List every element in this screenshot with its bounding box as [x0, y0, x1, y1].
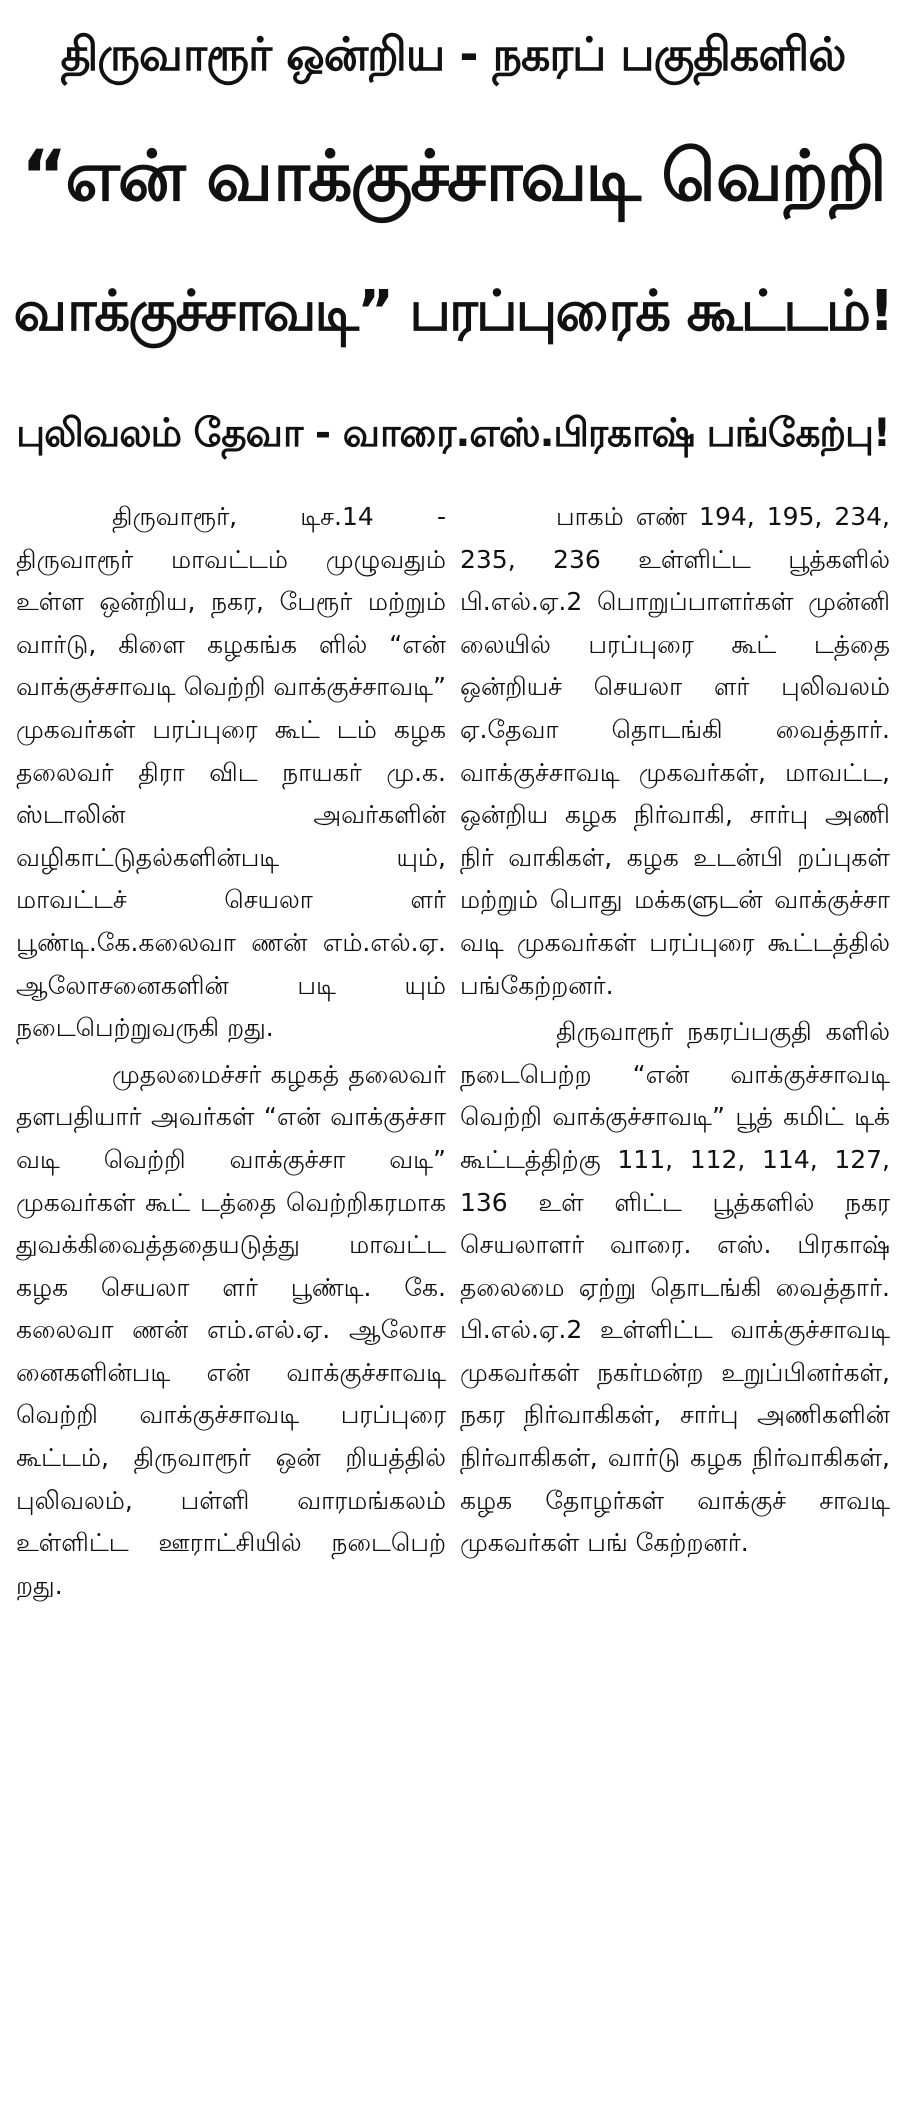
paragraph: முதலமைச்சர் கழகத் தலைவர் தளபதியார் அவர்கள் “என் வாக்குச்சா வடி வெற்றி வாக்குச்சா வடி” முகவர்கள் கூட் டத்தை வெற்றிகரமாக துவக்கிவைத்ததையடுத்து மாவட்ட கழக செயலா ளர் பூண்டி. கே. கலைவா ணன் எம்.எல்.ஏ. ஆலோச னைகளின்படி என் வாக்குச்சாவடி வெற்றி வாக்குச்சாவடி பரப்புரை கூட்டம், திருவாரூர் ஒன் றியத்தில் புலிவலம், பள்ளி வாரமங்கலம் உள்ளிட்ட ஊராட்சியில் நடைபெற் றது.: [16, 1059, 446, 1600]
paragraph-lead-text: திருவாரூர் மாவட்டம் முழுவதும் உள்ள ஒன்றிய, நகர, பேரூர் மற்றும் வார்டு, கிளை கழகங்க ளில் “என் வாக்குச்சாவடி வெற்றி வாக்குச்சாவடி” முகவர்கள் பரப்புரை கூட் டம் கழக தலைவர் திரா விட நாயகர் மு.க. ஸ்டாலின் அவர்களின் வழிகாட்டுதல்களின்படி யும், மாவட்டச் செயலா ளர் பூண்டி.கே.கலைவா ணன் எம்.எல்.ஏ. ஆலோசனைகளின் படி யும் நடைபெற்றுவருகி றது.: [16, 544, 446, 1043]
paragraph: பாகம் எண் 194, 195, 234, 235, 236 உள்ளிட்ட பூத்களில் பி.எல்.ஏ.2 பொறுப்பாளர்கள் முன்னி லையில் பரப்புரை கூட் டத்தை ஒன்றியச் செயலா ளர் புலிவலம் ஏ.தேவா தொடங்கி வைத்தார். வாக்குச்சாவடி முகவர்கள், மாவட்ட, ஒன்றிய கழக நிர்வாகி, சார்பு அணி நிர் வாகிகள், கழக உடன்பி றப்புகள் மற்றும் பொது மக்களுடன் வாக்குச்சா வடி முகவர்கள் பரப்புரை கூட்டத்தில் பங்கேற்றனர்.: [460, 502, 890, 1000]
headline: [10, 108, 896, 380]
dateline: திருவாரூர், டிச.14 -: [112, 502, 446, 531]
paragraph: திருவாரூர் நகரப்பகுதி களில் நடைபெற்ற “என் வாக்குச்சாவடி வெற்றி வாக்குச்சாவடி” பூத் கமிட் டிக் கூட்டத்திற்கு 111, 112, 114, 127, 136 உள் ளிட்ட பூத்களில் நகர செயலாளர் வாரை. எஸ். பிரகாஷ் தலைமை ஏற்று தொடங்கி வைத்தார். பி.எல்.ஏ.2 உள்ளிட்ட வாக்குச்சாவடி முகவர்கள் நகர்மன்ற உறுப்பினர்கள், நகர நிர்வாகிகள், சார்பு அணிகளின் நிர்வாகிகள், வார்டு கழக நிர்வாகிகள், கழக தோழர்கள் வாக்குச் சாவடி முகவர்கள் பங் கேற்றனர்.: [460, 1017, 890, 1558]
kicker-line: திருவாரூர் ஒன்றிய - நகரப் பகுதிகளில்: [60, 27, 846, 81]
headline-line-1: “என் வாக்குச்சாவடி வெற்றி: [21, 135, 885, 217]
article-body: [16, 496, 890, 2112]
column-right: [460, 496, 890, 2112]
headline-line-2: வாக்குச்சாவடி” பரப்புரைக் கூட்டம்!: [13, 279, 893, 344]
paragraph-lead: [16, 496, 446, 1050]
subheadline: புலிவலம் தேவா - வாரை.எஸ்.பிரகாஷ் பங்கேற்பு!: [16, 411, 890, 456]
column-left: [16, 496, 446, 2112]
